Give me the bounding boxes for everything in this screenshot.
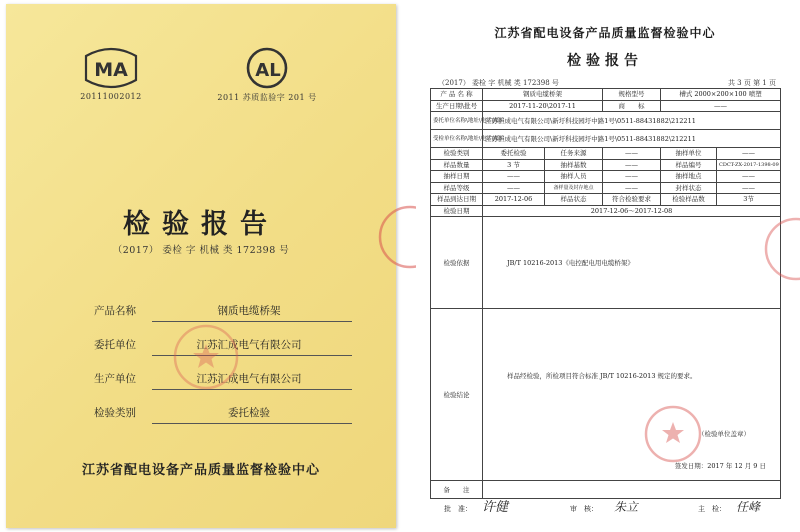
cell: 样品编号 [661,159,717,171]
cell: 抽样基数 [545,159,603,171]
cell: CDCT-ZX-2017-1398-09 [717,159,781,171]
cell: 检验结论 [431,309,483,481]
cell: 委托检验 [483,148,545,160]
cell: —— [603,148,661,160]
cell: 2017-12-06 [483,194,545,206]
cell: —— [717,171,781,183]
field-value: 江苏汇成电气有限公司 [196,373,302,385]
cell: 备样量及封存地点 [545,182,603,194]
cell: 江苏汇成电气有限公司\新圩科技园圩中路1号\0511-88431882\212211 [483,112,781,130]
edge-seal-icon [760,214,796,284]
cell: —— [603,171,661,183]
svg-text:MA: MA [94,59,128,81]
cover-field-category [66,402,356,424]
cell: —— [483,171,545,183]
cell: 规格型号 [603,89,661,101]
table-row [431,171,781,183]
field-label: 产品名称 [94,305,136,317]
report-cover-page [6,4,396,528]
cover-title: 检验报告 [123,209,279,240]
cell: —— [717,182,781,194]
cell: —— [603,159,661,171]
issue-date: 签发日期：2017 年 12 月 9 日 [674,462,767,470]
cell: 抽样人员 [545,171,603,183]
review-signature: 朱立 [614,500,639,514]
cell: 检验依据 [431,217,483,309]
conclusion-text: 样品经检验，所检项目符合标准 JB/T 10216-2013 规定的要求。 [507,372,697,380]
cma-logo-icon [80,46,142,90]
cell [483,481,781,499]
cell: —— [483,182,545,194]
field-label: 生产单位 [94,373,136,385]
field-value: 江苏汇成电气有限公司 [196,339,302,351]
field-value: 委托检验 [228,407,270,419]
cell: —— [661,100,781,112]
cell: 商 标 [603,100,661,112]
inspection-seal-icon [643,404,703,464]
main-inspector-signature: 任峰 [736,500,761,514]
approve-signature: 许健 [482,500,509,515]
cover-field-product [66,300,356,322]
cma-code: 20111002012 [80,92,142,101]
table-row [431,148,781,160]
cell: 产 品 名 称 [431,89,483,101]
field-label: 检验类别 [94,407,136,419]
table-row [431,182,781,194]
cell: 封样状态 [661,182,717,194]
edge-seal-icon [374,202,414,272]
cell: 符合检验要求 [603,194,661,206]
table-row [431,194,781,206]
inspection-info-table [430,88,781,499]
report-organization: 江苏省配电设备产品质量监督检验中心 [494,26,716,40]
cell: 受检单位名称\地址\电话\邮编 [431,130,483,148]
report-number: （2017） 委检 字 机械 类 172398 号 [438,79,559,87]
cell: 3 节 [483,159,545,171]
approve-label: 批 准： [444,505,472,513]
cell: 任务来源 [545,148,603,160]
red-official-seal-icon [171,322,241,392]
field-label: 委托单位 [94,339,136,351]
table-row [431,159,781,171]
cell: 样品等级 [431,182,483,194]
cal-logo [202,46,332,103]
cell [483,217,781,309]
cell: 2017-11-20\2017-11 [483,100,603,112]
cell: 委托单位名称\地址\电话\邮编 [431,112,483,130]
report-page-info: 共 3 页 第 1 页 [727,79,776,87]
table-row [431,130,781,148]
cell: 2017-12-06～2017-12-08 [483,205,781,217]
cal-code: 2011 苏质监验字 201 号 [217,93,317,102]
cell: 江苏汇成电气有限公司\新圩科技园圩中路1号\0511-88431882\212211 [483,130,781,148]
cell: 检验类别 [431,148,483,160]
cell: 检验日期 [431,205,483,217]
cell: —— [717,148,781,160]
cell: 抽样日期 [431,171,483,183]
conclusion-cell [483,309,781,481]
table-row [431,217,781,309]
report-detail-page [416,4,794,528]
cell: 样品数量 [431,159,483,171]
cell: —— [603,182,661,194]
review-label: 审 核： [570,505,598,513]
cell: 检验样品数 [661,194,717,206]
cell: 3节 [717,194,781,206]
cma-logo [46,46,176,101]
cell: 抽样单位 [661,148,717,160]
cell: 槽式 2000×200×100 喷塑 [661,89,781,101]
inspection-unit-seal-label: （检验单位盖章） [698,430,751,438]
svg-text:AL: AL [255,60,281,81]
cell: 样品到达日期 [431,194,483,206]
cell: 备 注 [431,481,483,499]
cover-report-number: （2017） 委检 字 机械 类 172398 号 [112,245,290,256]
table-row [431,205,781,217]
cal-logo-icon [241,46,293,90]
table-row [431,112,781,130]
table-row [431,89,781,101]
field-value: 钢质电缆桥架 [217,305,281,317]
table-row [431,309,781,481]
cell: 生产日期\批号 [431,100,483,112]
cell: 样品状态 [545,194,603,206]
main-inspector-label: 主 检： [698,505,726,513]
report-title: 检验报告 [567,53,643,69]
basis-text: JB/T 10216-2013《电控配电用电缆桥架》 [507,258,634,267]
cell: 钢质电缆桥架 [483,89,603,101]
cell: 抽样地点 [661,171,717,183]
cover-organization: 江苏省配电设备产品质量监督检验中心 [81,463,320,478]
table-row [431,100,781,112]
